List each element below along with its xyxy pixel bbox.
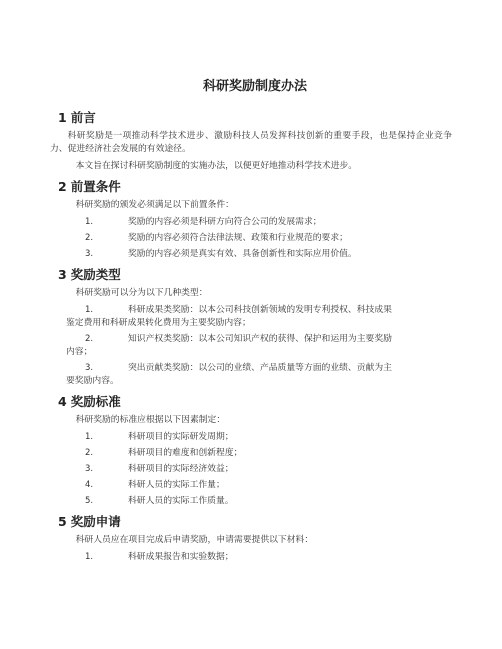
section-preface: [50, 110, 452, 173]
list-item-continuation: 要奖励内容。: [66, 376, 119, 386]
section-number: 4: [58, 394, 67, 409]
list-item-text: 科研人员的实际工作质量。: [128, 496, 234, 506]
list-item-text: 奖励的内容必须是科研方向符合公司的发展需求；: [128, 217, 322, 227]
list-item: [58, 479, 452, 492]
section-heading: [58, 179, 452, 195]
section-heading: [58, 394, 452, 410]
list-marker: 2.: [85, 233, 94, 243]
section-award-application: [58, 514, 452, 564]
section-title: 奖励申请: [70, 514, 121, 529]
section-award-standards: [58, 394, 452, 508]
numbered-list: [58, 304, 452, 388]
numbered-list: [58, 551, 452, 564]
list-item: [58, 495, 452, 508]
list-item-text: 科研项目的难度和创新程度；: [128, 448, 243, 458]
section-number: 1: [58, 110, 67, 125]
list-item: [58, 333, 452, 359]
section-title: 奖励标准: [70, 394, 121, 409]
section-heading: [58, 110, 452, 126]
list-item-text: 突出贡献类奖励：以公司的业绩、产品质量等方面的业绩、贡献为主: [128, 363, 392, 373]
paragraph: 科研奖励的标准应根据以下因素制定：: [75, 415, 226, 425]
list-item-text: 知识产权类奖励：以本公司知识产权的获得、保护和运用为主要奖励: [128, 334, 392, 344]
paragraph: 本文旨在探讨科研奖励制度的实施办法，以便更好地推动科学技术进步。: [75, 161, 358, 171]
list-item-text: 奖励的内容必须是真实有效、具备创新性和实际应用价值。: [128, 249, 357, 259]
list-marker: 1.: [85, 552, 94, 562]
list-marker: 1.: [85, 305, 94, 315]
list-marker: 3.: [85, 363, 94, 373]
section-title: 奖励类型: [70, 267, 121, 282]
section-title: 前言: [70, 110, 96, 125]
list-item-text: 科研项目的实际研发周期；: [128, 432, 234, 442]
list-marker: 3.: [85, 464, 94, 474]
list-marker: 3.: [85, 249, 94, 259]
section-title: 前置条件: [70, 179, 121, 194]
list-item: [58, 248, 452, 261]
list-item-text: 科研成果类奖励：以本公司科技创新领域的发明专利授权、科技成果: [128, 305, 392, 315]
list-marker: 2.: [85, 334, 94, 344]
list-marker: 4.: [85, 480, 94, 490]
list-marker: 5.: [85, 496, 94, 506]
list-item-continuation: 内容；: [66, 347, 93, 357]
document-title: 科研奖励制度办法: [202, 79, 307, 94]
section-number: 3: [58, 267, 67, 282]
section-heading: [58, 514, 452, 530]
list-item-continuation: 鉴定费用和科研成果转化费用为主要奖励内容；: [66, 318, 251, 328]
paragraph: 科研奖励的颁发必须满足以下前置条件：: [75, 200, 234, 210]
section-number: 2: [58, 179, 67, 194]
list-item: [58, 431, 452, 444]
section-heading: [58, 267, 452, 283]
numbered-list: [58, 431, 452, 508]
list-marker: 1.: [85, 217, 94, 227]
list-item-text: 科研人员的实际工作量；: [128, 480, 225, 490]
list-item-text: 科研成果报告和实验数据；: [128, 552, 234, 562]
numbered-list: [58, 216, 452, 261]
list-marker: 1.: [85, 432, 94, 442]
list-item: [58, 304, 452, 330]
list-marker: 2.: [85, 448, 94, 458]
list-item-text: 科研项目的实际经济效益；: [128, 464, 234, 474]
section-preconditions: [58, 179, 452, 261]
list-item: [58, 551, 452, 564]
list-item: [58, 232, 452, 245]
section-number: 5: [58, 514, 67, 529]
section-award-types: [58, 267, 452, 388]
list-item: [58, 463, 452, 476]
list-item: [58, 216, 452, 229]
list-item-text: 奖励的内容必须符合法律法规、政策和行业规范的要求；: [128, 233, 348, 243]
list-item: [58, 362, 452, 388]
paragraph: 科研奖励是一项推动科学技术进步、激励科技人员发挥科技创新的重要手段，也是保持企业竞争力、促进经济社会发展的有效途径。: [50, 131, 452, 154]
paragraph: 科研人员应在项目完成后申请奖励，申请需要提供以下材料：: [75, 535, 314, 545]
paragraph: 科研奖励可以分为以下几种类型：: [75, 288, 208, 298]
list-item: [58, 447, 452, 460]
